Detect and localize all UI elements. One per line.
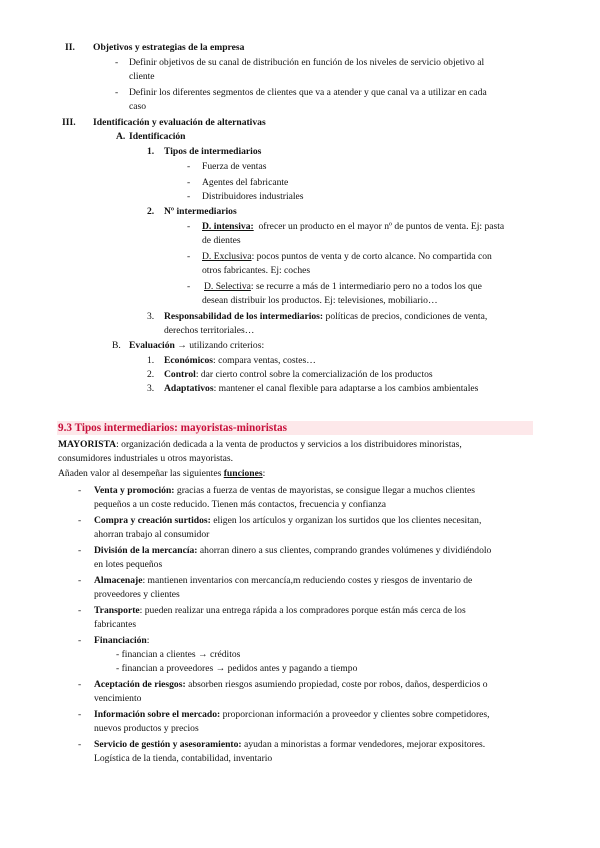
item-3-line — [164, 310, 487, 323]
exclusiva-cont: otros fabricantes. Ej: coches — [202, 265, 311, 276]
function-9 — [94, 738, 485, 751]
section-ii-title: Objetivos y estrategias de la empresa — [93, 42, 245, 53]
list-item: Agentes del fabricante — [202, 177, 289, 188]
function-6-sub2: - financian a proveedores → pedidos antes y pagando a tiempo — [116, 663, 358, 674]
section-iii-number: III. — [62, 117, 76, 128]
selectiva-line — [204, 280, 482, 293]
function-1-text: gracias a fuerza de ventas de mayoristas, se consigue llegar a muchos clientes — [176, 485, 475, 496]
funciones-post: : — [262, 468, 266, 479]
function-5-text: : pueden realizar una entrega rápida a los compradores porque están más cerca de los — [139, 605, 466, 616]
function-9-cont: Logística de la tienda, contabilidad, inventario — [94, 753, 273, 764]
eval-3 — [164, 382, 478, 395]
function-8-text: proporcionan información a proveedor y clientes sobre competidores, — [222, 709, 490, 720]
list-item: Fuerza de ventas — [202, 161, 267, 172]
function-4-term: Almacenaje — [94, 575, 143, 586]
function-1 — [94, 484, 475, 497]
subsection-b-title: Evaluación — [129, 340, 175, 351]
function-6-sub1: - financian a clientes → créditos — [116, 649, 241, 660]
list-item-cont: cliente — [129, 71, 155, 82]
eval-2-text: : dar cierto control sobre la comercialización de los productos — [195, 369, 433, 380]
function-3 — [94, 544, 491, 557]
function-7-text: absorben riesgos asumiendo propiedad, coste por robos, daños, desperdicios o — [188, 679, 488, 690]
subsection-b-letter: B. — [112, 340, 121, 351]
item-1-number: 1. — [147, 146, 155, 157]
function-9-text: ayudan a minoristas a formar vendedores, mejorar expositores. — [244, 739, 486, 750]
function-6-term: Financiación — [94, 635, 147, 646]
function-4-cont: proveedores y clientes — [94, 589, 180, 600]
intensiva-line — [202, 220, 504, 233]
eval-1-term: Económicos — [164, 355, 214, 366]
section-iii-title: Identificación y evaluación de alternativas — [93, 117, 266, 128]
function-4-text: : mantienen inventarios con mercancía,m reduciendo costes y riesgos de inventario de — [142, 575, 473, 586]
dash: - — [187, 221, 191, 232]
dash: - — [78, 635, 82, 646]
function-7-term: Aceptación de riesgos: — [94, 679, 186, 690]
eval-1-text: : compara ventas, costes… — [213, 355, 316, 366]
item-2-title: Nº intermediarios — [164, 206, 237, 217]
dash: - — [115, 57, 119, 68]
eval-2-number: 2. — [147, 369, 155, 380]
eval-1-number: 1. — [147, 355, 155, 366]
mayorista-definition — [58, 438, 462, 451]
mayorista-cont: consumidores industriales u otros mayoristas. — [58, 453, 234, 464]
item-3-title: Responsabilidad de los intermediarios: — [164, 311, 324, 322]
item-3-text: políticas de precios, condiciones de venta, — [325, 311, 488, 322]
section-9-3-heading: 9.3 Tipos intermediarios: mayoristas-minoristas — [58, 422, 287, 434]
dash: - — [78, 739, 82, 750]
dash: - — [78, 575, 82, 586]
function-2-term: Compra y creación surtidos: — [94, 515, 211, 526]
funciones-term: funciones — [223, 468, 263, 479]
function-1-cont: pequeños a un coste reducido. Tienen más contactos, frecuencia y confianza — [94, 499, 386, 510]
mayorista-text: : organización dedicada a la venta de productos y servicios a los distribuidores minoristas, — [116, 439, 462, 450]
dash: - — [187, 177, 191, 188]
eval-2 — [164, 368, 433, 381]
exclusiva-text: : pocos puntos de venta y de corto alcance. No compartida con — [251, 251, 492, 262]
eval-1 — [164, 354, 316, 367]
subsection-a-letter: A. — [116, 131, 126, 142]
function-5 — [94, 604, 466, 617]
function-8-term: Información sobre el mercado: — [94, 709, 221, 720]
function-6-text: : — [146, 635, 150, 646]
subsection-b-after: → utilizando criterios: — [177, 340, 265, 351]
list-item-cont: caso — [129, 101, 147, 112]
function-2-cont: ahorran trabajo al consumidor — [94, 529, 210, 540]
eval-3-text: : mantener el canal flexible para adaptarse a los cambios ambientales — [213, 383, 479, 394]
function-3-cont: en lotes pequeños — [94, 559, 163, 570]
selectiva-text: : se recurre a más de 1 intermediario pero no a todos los que — [250, 281, 482, 292]
dash: - — [78, 515, 82, 526]
function-7-cont: vencimiento — [94, 693, 142, 704]
function-5-term: Transporte — [94, 605, 140, 616]
function-2 — [94, 514, 481, 527]
dash: - — [187, 161, 191, 172]
eval-3-number: 3. — [147, 383, 155, 394]
intensiva-term: D. intensiva: — [202, 221, 254, 232]
item-2-number: 2. — [147, 206, 155, 217]
exclusiva-term: D. Exclusiva — [202, 251, 252, 262]
item-3-number: 3. — [147, 311, 155, 322]
subsection-a-title: Identificación — [129, 131, 186, 142]
section-ii-number: II. — [65, 42, 75, 53]
funciones-pre: Añaden valor al desempeñar las siguientes — [58, 468, 224, 479]
function-3-term: División de la mercancía: — [94, 545, 198, 556]
item-1-title: Tipos de intermediarios — [164, 146, 262, 157]
list-item: Distribuidores industriales — [202, 191, 304, 202]
eval-2-term: Control — [164, 369, 196, 380]
function-3-text: ahorran dinero a sus clientes, comprando grandes volúmenes y dividiéndolo — [199, 545, 492, 556]
selectiva-cont: desean distribuir los productos. Ej: televisiones, mobiliario… — [202, 295, 438, 306]
dash: - — [187, 281, 191, 292]
list-item: Definir los diferentes segmentos de clientes que va a atender y que canal va a utilizar en cada — [129, 87, 487, 98]
function-1-term: Venta y promoción: — [94, 485, 175, 496]
subsection-b-line — [129, 339, 264, 352]
function-6 — [94, 634, 149, 647]
function-8 — [94, 708, 490, 721]
intensiva-text: ofrecer un producto en el mayor nº de puntos de venta. Ej: pasta — [258, 221, 505, 232]
dash: - — [78, 545, 82, 556]
selectiva-term: D. Selectiva — [204, 281, 251, 292]
dash: - — [187, 251, 191, 262]
exclusiva-line — [202, 250, 492, 263]
funciones-intro — [58, 467, 265, 480]
list-item: Definir objetivos de su canal de distribución en función de los niveles de servicio objetivo al — [129, 57, 485, 68]
dash: - — [115, 87, 119, 98]
mayorista-term: MAYORISTA — [58, 439, 117, 450]
function-4 — [94, 574, 472, 587]
function-5-cont: fabricantes — [94, 619, 137, 630]
dash: - — [78, 605, 82, 616]
function-7 — [94, 678, 488, 691]
dash: - — [78, 679, 82, 690]
dash: - — [78, 485, 82, 496]
eval-3-term: Adaptativos — [164, 383, 214, 394]
function-8-cont: nuevos productos y precios — [94, 723, 199, 734]
dash: - — [78, 709, 82, 720]
intensiva-cont: de dientes — [202, 235, 241, 246]
function-9-term: Servicio de gestión y asesoramiento: — [94, 739, 242, 750]
item-3-cont: derechos territoriales… — [164, 325, 255, 336]
dash: - — [187, 191, 191, 202]
function-2-text: eligen los artículos y organizan los surtidos que los clientes necesitan, — [213, 515, 482, 526]
